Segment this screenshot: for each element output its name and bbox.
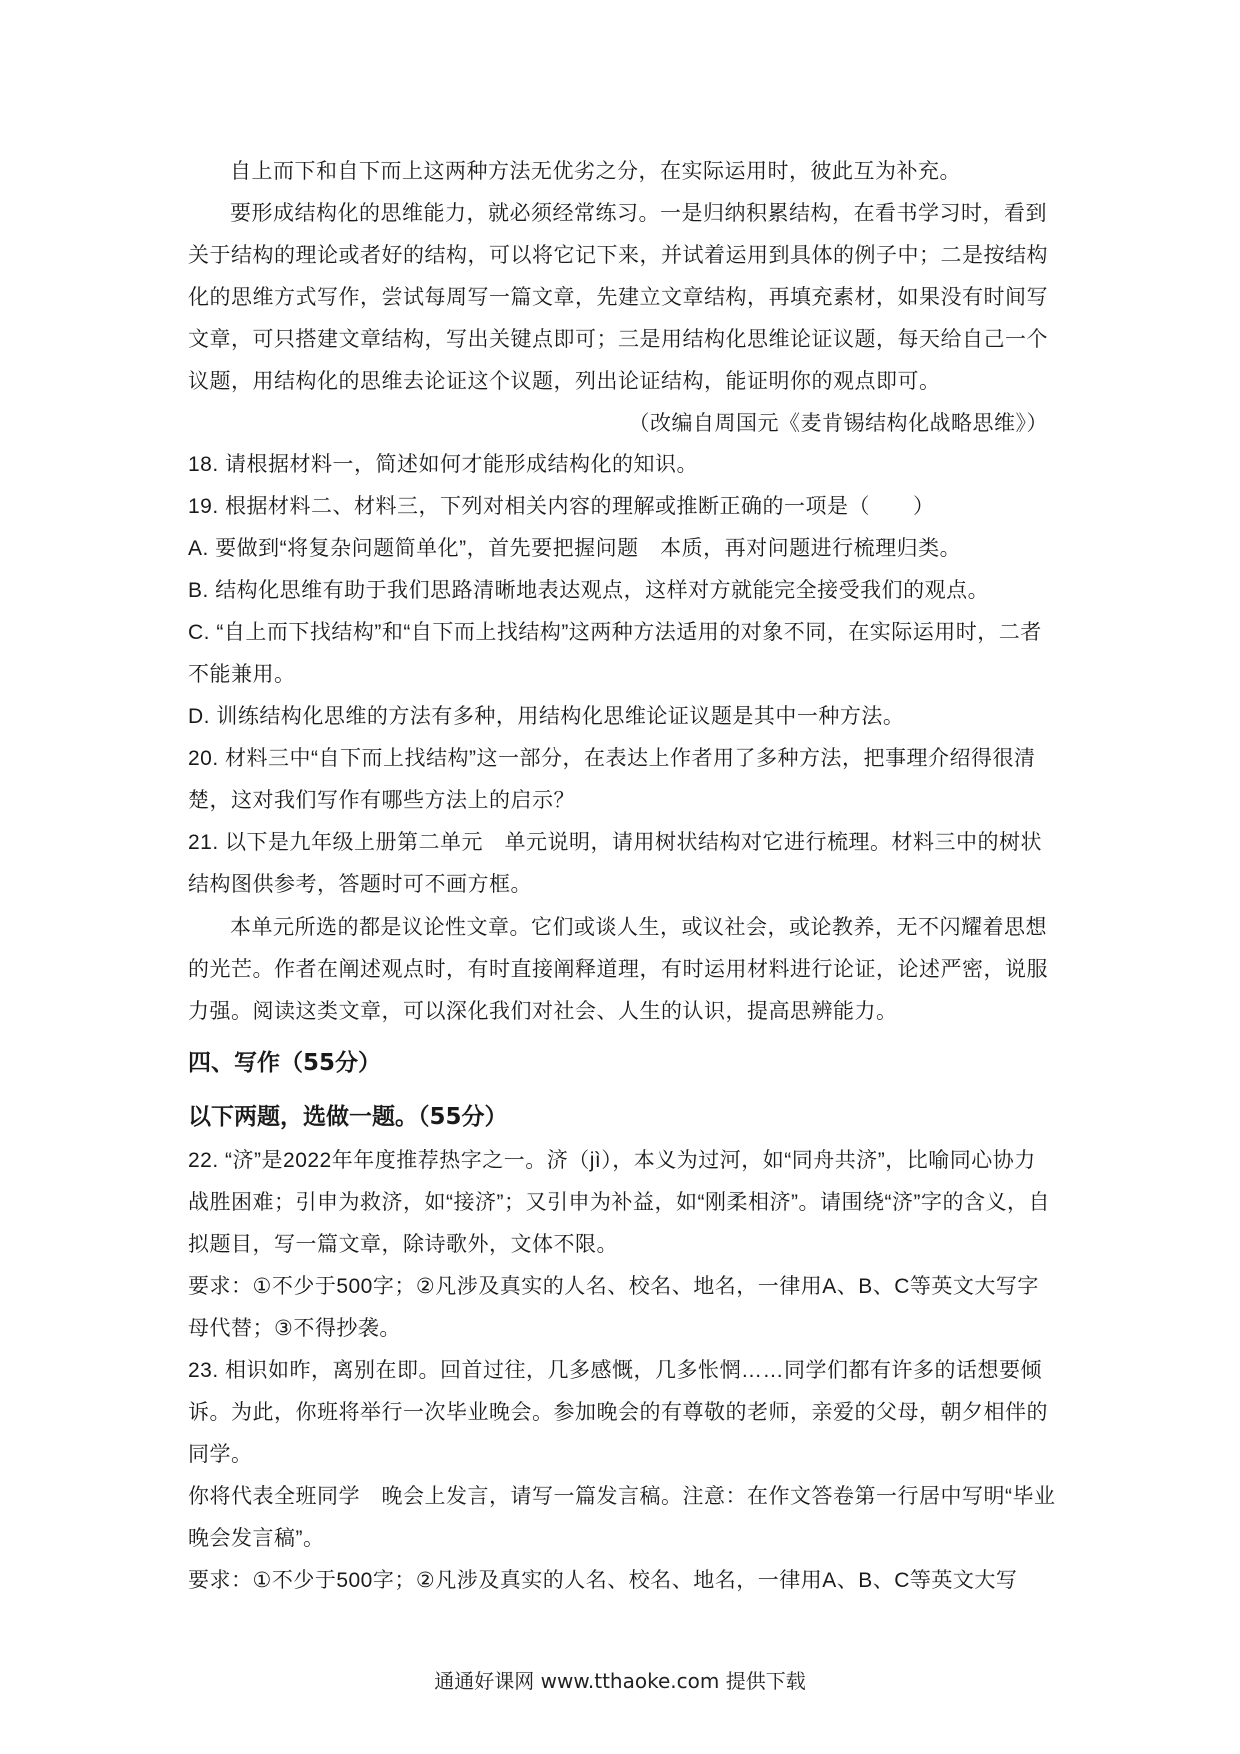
page-content xyxy=(188,150,1056,1602)
question-19-option-b: B. 结构化思维有助于我们思路清晰地表达观点，这样对方就能完全接受我们的观点。 xyxy=(188,579,990,602)
question-20: 20. 材料三中“自下而上找结构”这一部分，在表达上作者用了多种方法，把事理介绍得很清楚，这对我们写作有哪些方法上的启示？ xyxy=(188,747,1036,812)
material-paragraph-2: 要形成结构化的思维能力，就必须经常练习。一是归纳积累结构，在看书学习时，看到关于结构的理论或者好的结构，可以将它记下来，并试着运用到具体的例子中；二是按结构化的思维方式写作，尝试每周写一篇文章，先建立文章结构，再填充素材，如果没有时间写文章，可只搭建文章结构，写出关键点即可；三是用结构化思维论证议题，每天给自己一个议题，用结构化的思维去论证这个议题，列出论证结构，能证明你的观点即可。 xyxy=(188,201,1048,393)
section-subheading-choose-one: 以下两题，选做一题。（55分） xyxy=(188,1104,508,1130)
source-citation: （改编自周国元《麦肯锡结构化战略思维》） xyxy=(628,411,1048,435)
question-22-requirements: 要求：①不少于500字；②凡涉及真实的人名、校名、地名，一律用A、B、C等英文大写字母代替；③不得抄袭。 xyxy=(188,1275,1039,1340)
question-19-option-a: A. 要做到“将复杂问题简单化”，首先要把握问题 本质，再对问题进行梳理归类。 xyxy=(188,537,962,560)
question-23: 23. 相识如昨，离别在即。回首过往，几多感慨，几多怅惘……同学们都有许多的话想要倾诉。为此，你班将举行一次毕业晚会。参加晚会的有尊敬的老师，亲爱的父母，朝夕相伴的同学。 xyxy=(188,1359,1048,1466)
question-19-option-c: C. “自上而下找结构”和“自下而上找结构”这两种方法适用的对象不同，在实际运用时，二者不能兼用。 xyxy=(188,621,1042,686)
question-22: 22. “济”是2022年年度推荐热字之一。济（jì），本义为过河，如“同舟共济”，比喻同心协力战胜困难；引申为救济，如“接济”；又引申为补益，如“刚柔相济”。请围绕“济”字的含义，自拟题目，写一篇文章，除诗歌外，文体不限。 xyxy=(188,1149,1050,1256)
question-23-requirements: 要求：①不少于500字；②凡涉及真实的人名、校名、地名，一律用A、B、C等英文大写 xyxy=(188,1569,1018,1592)
page-footer: 通通好课网 www.tthaoke.com 提供下载 xyxy=(434,1669,806,1693)
question-19-option-d: D. 训练结构化思维的方法有多种，用结构化思维论证议题是其中一种方法。 xyxy=(188,705,905,728)
unit-description-passage: 本单元所选的都是议论性文章。它们或谈人生，或议社会，或论教养，无不闪耀着思想的光芒。作者在阐述观点时，有时直接阐释道理，有时运用材料进行论证，论述严密，说服力强。阅读这类文章，可以深化我们对社会、人生的认识，提高思辨能力。 xyxy=(188,915,1048,1023)
question-19: 19. 根据材料二、材料三，下列对相关内容的理解或推断正确的一项是（ ） xyxy=(188,495,935,518)
question-23-task: 你将代表全班同学 晚会上发言，请写一篇发言稿。注意：在作文答卷第一行居中写明“毕业晚会发言稿”。 xyxy=(188,1485,1056,1550)
section-heading-writing: 四、写作（55分） xyxy=(188,1050,382,1076)
question-18: 18. 请根据材料一，简述如何才能形成结构化的知识。 xyxy=(188,453,699,476)
question-21: 21. 以下是九年级上册第二单元 单元说明，请用树状结构对它进行梳理。材料三中的树状结构图供参考，答题时可不画方框。 xyxy=(188,831,1043,896)
material-paragraph-1: 自上而下和自下而上这两种方法无优劣之分，在实际运用时，彼此互为补充。 xyxy=(230,159,961,183)
